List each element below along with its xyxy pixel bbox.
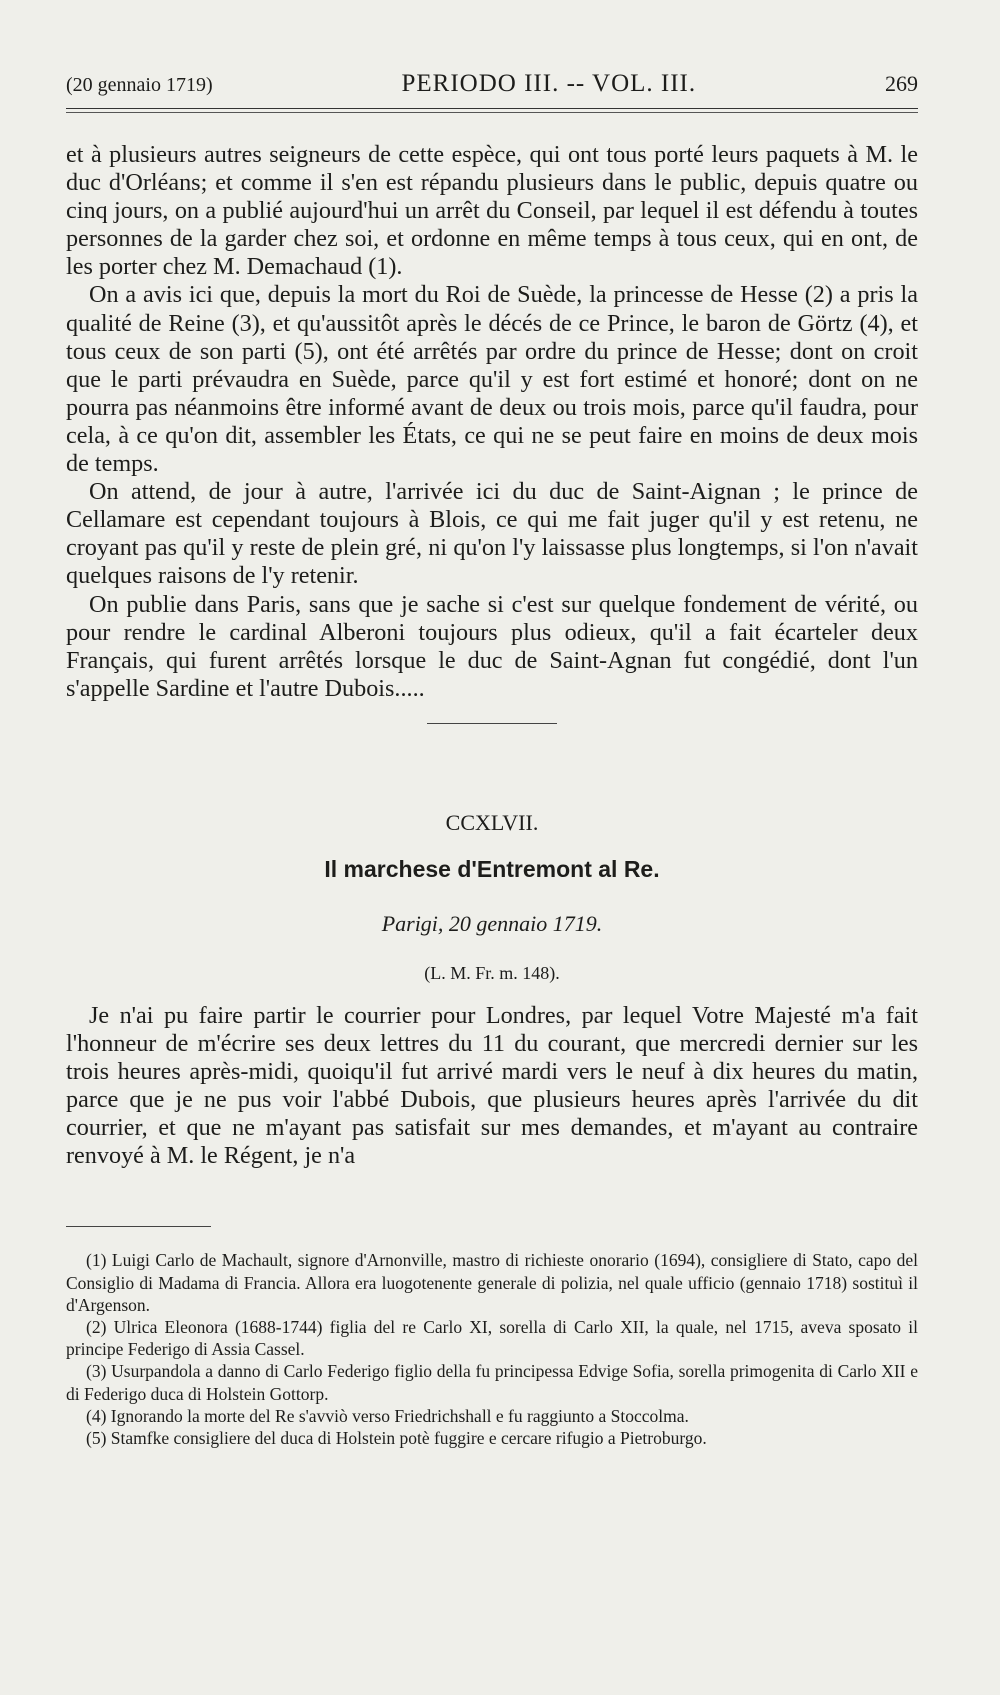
header-double-rule — [66, 108, 918, 113]
section-divider — [427, 723, 557, 724]
document-title: Il marchese d'Entremont al Re. — [324, 855, 660, 882]
paragraph: Je n'ai pu faire partir le courrier pour Londres, par lequel Votre Majesté m'a fait l'honneur de m'écrire ses deux lettres du 11 du courant, que mercredi dernier sur les trois heures après-midi, quoiqu'il fut arrivé mardi vers le neuf à dix heures du matin, parce que je ne pus voir l'abbé Dubois, que plusieurs heures après l'arrivée du dit courrier, et que ne m'ayant pas satisfait sur mes demandes, et m'ayant au contraire renvoyé à M. le Régent, je n'a — [66, 1001, 918, 1170]
footnote: (5) Stamfke consigliere del duca di Holstein potè fuggire e cercare rifugio a Pietroburgo. — [86, 1428, 707, 1449]
footnote: (1) Luigi Carlo de Machault, signore d'Arnonville, mastro di richieste onorario (1694), consigliere di Stato, capo del Consiglio di Madama di Francia. Allora era luogotenente generale di polizia, nel quale ufficio (gennaio 1718) sostituì il d'Argenson. — [66, 1250, 918, 1315]
footnotes — [66, 1249, 918, 1449]
document-source: (L. M. Fr. m. 148). — [424, 962, 560, 983]
footnote-rule — [66, 1226, 211, 1227]
paragraph: On publie dans Paris, sans que je sache si c'est sur quelque fondement de vérité, ou pour rendre le cardinal Alberoni toujours plus odieux, qu'il a fait écarteler deux Français, qui furent arrêtés lorsque le duc de Saint-Agnan fut congédié, dont l'un s'appelle Sardine et l'autre Dubois..... — [66, 590, 918, 702]
document-place-date: Parigi, 20 gennaio 1719. — [381, 910, 603, 936]
footnote: (4) Ignorando la morte del Re s'avviò verso Friedrichshall e fu raggiunto a Stoccolma. — [86, 1405, 689, 1426]
letter-text — [66, 1002, 918, 1171]
document-page — [66, 70, 918, 1449]
paragraph: On attend, de jour à autre, l'arrivée ici du duc de Saint-Aignan ; le prince de Cellamare est cependant toujours à Blois, ce qui me fait juger qu'il y est retenu, ne croyant pas qu'il y reste de plein gré, ni qu'on l'y laissasse plus longtemps, si l'on n'avait quelques raisons de l'y retenir. — [66, 478, 918, 590]
document-number: CCXLVII. — [445, 809, 539, 835]
footnote: (3) Usurpandola a danno di Carlo Federigo figlio della fu principessa Edvige Sofia, sorella primogenita di Carlo XII e di Federigo duca di Holstein Gottorp. — [66, 1361, 918, 1404]
running-head — [66, 70, 918, 98]
paragraph: et à plusieurs autres seigneurs de cette espèce, qui ont tous porté leurs paquets à M. le duc d'Orléans; et comme il s'en est répandu plusieurs dans le public, depuis quatre ou cinq jours, on a publié aujourd'hui un arrêt du Conseil, par lequel il est défendu à toutes personnes de la garder chez soi, et ordonne en même temps à tous ceux, qui en ont, de les porter chez M. Demachaud (1). — [66, 141, 918, 281]
paragraph: On a avis ici que, depuis la mort du Roi de Suède, la princesse de Hesse (2) a pris la qualité de Reine (3), et qu'aussitôt après le décés de ce Prince, le baron de Görtz (4), et tous ceux de son parti (5), ont été arrêtés par ordre du prince de Hesse; dont on croit que le parti prévaudra en Suède, parce qu'il y est fort estimé et honoré; dont on ne pourra pas néanmoins être informé avant de deux ou trois mois, parce qu'il faudra, pour cela, à ce qu'on dit, assembler les États, ce qui ne se peut faire en moins de deux mois de temps. — [66, 281, 918, 478]
running-head-date: (20 gennaio 1719) — [66, 74, 213, 96]
main-text — [66, 141, 918, 703]
page-number: 269 — [884, 71, 918, 96]
running-head-title: PERIODO III. -- VOL. III. — [401, 70, 697, 97]
footnote: (2) Ulrica Eleonora (1688-1744) figlia del re Carlo XI, sorella di Carlo XII, la quale, nel 1715, aveva sposato il principe Federigo di Assia Cassel. — [66, 1317, 918, 1360]
